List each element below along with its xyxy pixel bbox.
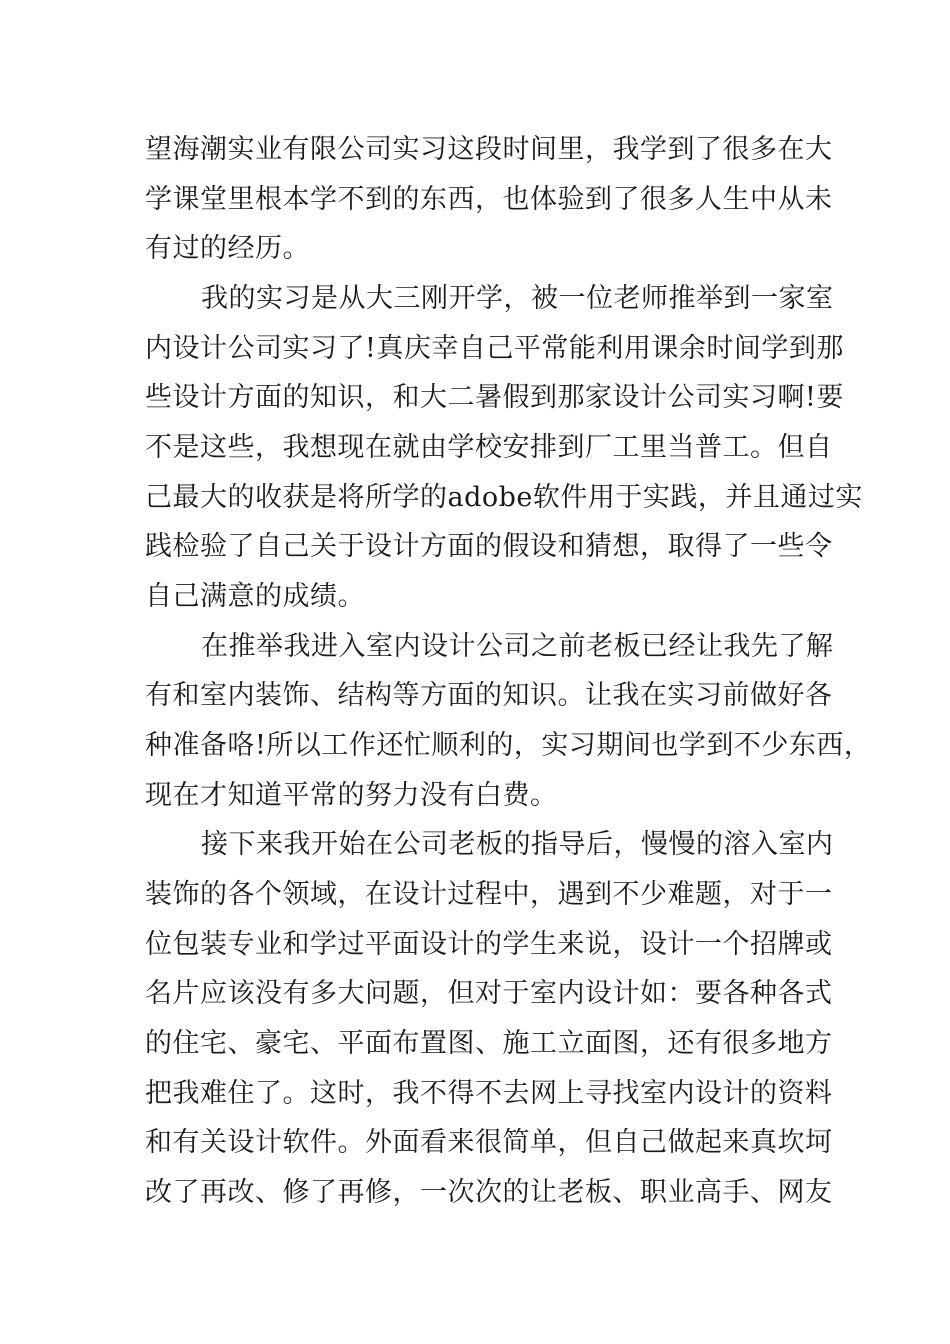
paragraph-start-line: 我的实习是从大三刚开学，被一位老师推举到一家室: [201, 283, 834, 314]
text-line: 和有关设计软件。外面看来很简单，但自己做起来真坎坷: [145, 1127, 833, 1158]
text-line: 有和室内装饰、结构等方面的知识。让我在实习前做好各: [145, 680, 833, 711]
text-line: 践检验了自己关于设计方面的假设和猜想，取得了一些令: [145, 531, 833, 562]
text-line: 装饰的各个领域，在设计过程中，遇到不少难题，对于一: [145, 879, 833, 910]
text-line: 现在才知道平常的努力没有白费。: [145, 780, 558, 811]
text-line: 改了再改、修了再修，一次次的让老板、职业高手、网友: [145, 1177, 833, 1208]
text-line: 己最大的收获是将所学的adobe软件用于实践，并且通过实: [145, 482, 863, 513]
text-line: 有过的经历。: [145, 233, 310, 264]
paragraph-start-line: 接下来我开始在公司老板的指导后，慢慢的溶入室内: [201, 829, 834, 860]
text-line: 些设计方面的知识，和大二暑假到那家设计公司实习啊!要: [145, 382, 844, 413]
text-line: 种准备咯!所以工作还忙顺利的，实习期间也学到不少东西，: [145, 730, 872, 761]
paragraph-start-line: 在推举我进入室内设计公司之前老板已经让我先了解: [201, 631, 834, 662]
text-line: 内设计公司实习了!真庆幸自己平常能利用课余时间学到那: [145, 333, 844, 364]
text-line: 望海潮实业有限公司实习这段时间里，我学到了很多在大: [145, 134, 833, 165]
text-line: 位包装专业和学过平面设计的学生来说，设计一个招牌或: [145, 929, 833, 960]
text-line: 学课堂里根本学不到的东西，也体验到了很多人生中从未: [145, 184, 833, 215]
text-line: 自己满意的成绩。: [145, 581, 365, 612]
text-line: 把我难住了。这时，我不得不去网上寻找室内设计的资料: [145, 1078, 833, 1109]
text-line: 的住宅、豪宅、平面布置图、施工立面图，还有很多地方: [145, 1028, 833, 1059]
text-line: 不是这些，我想现在就由学校安排到厂工里当普工。但自: [145, 432, 833, 463]
text-line: 名片应该没有多大问题，但对于室内设计如：要各种各式: [145, 978, 833, 1009]
